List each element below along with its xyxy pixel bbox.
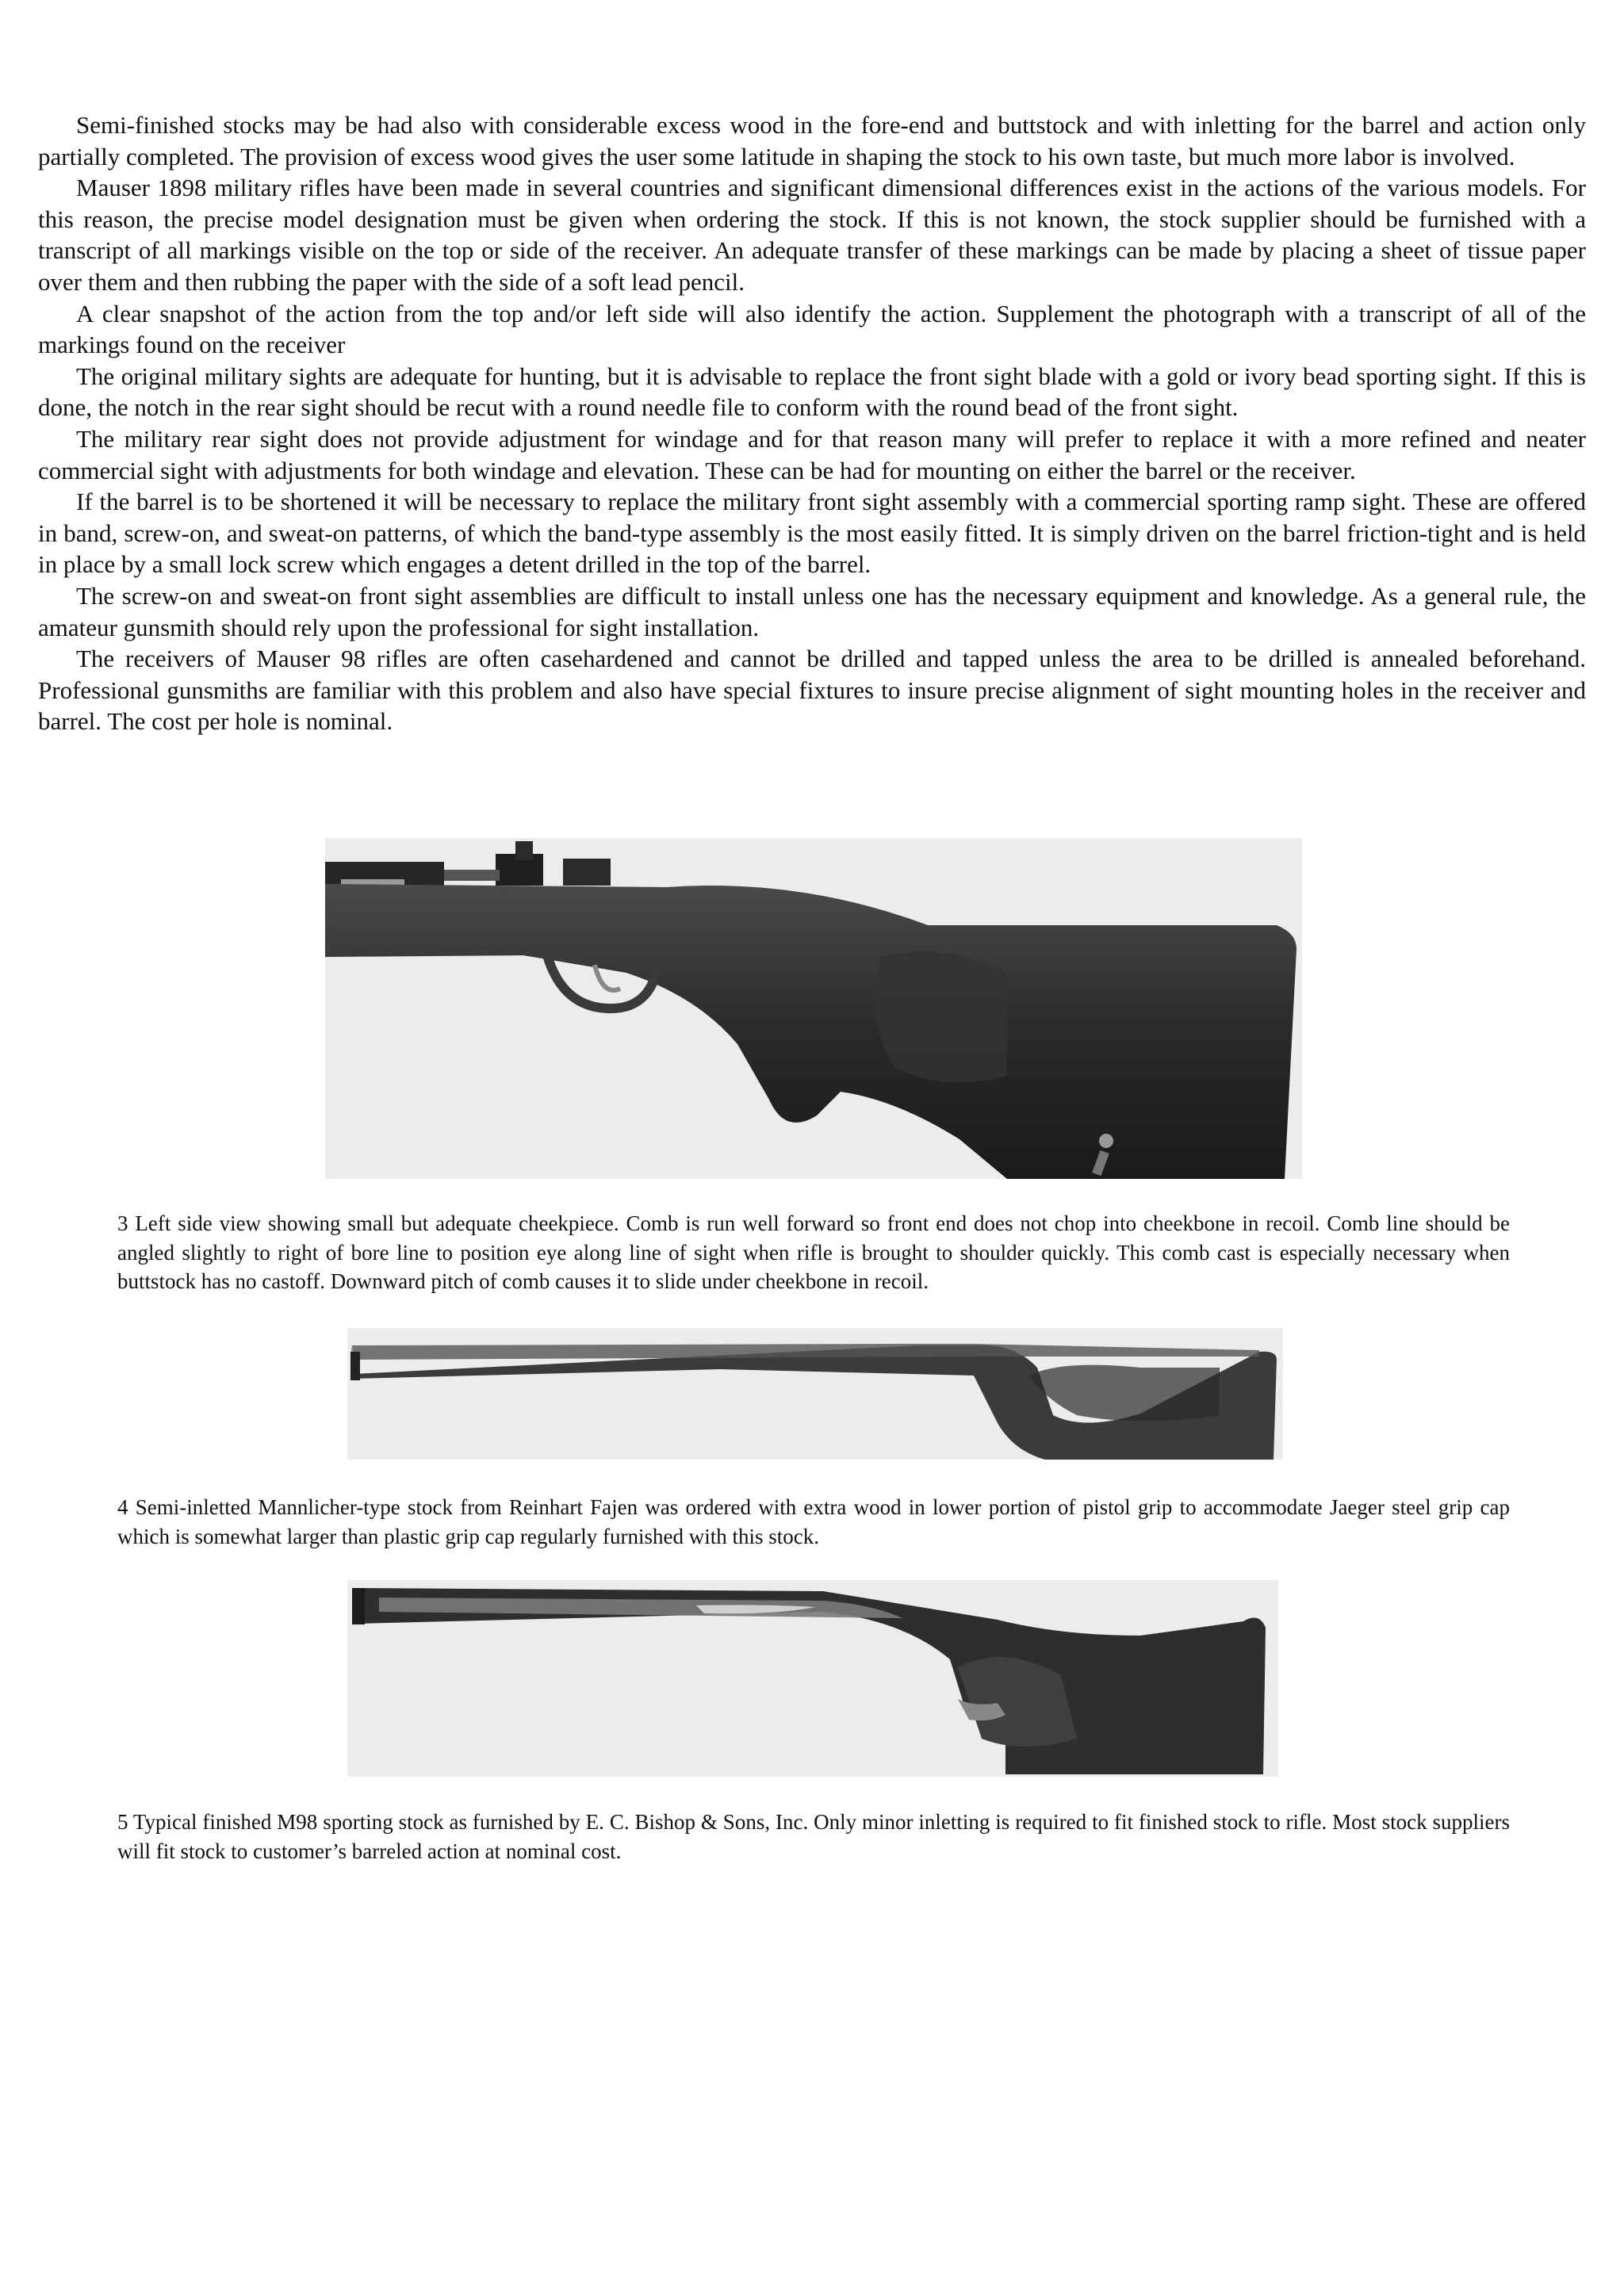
figure-3-caption: [117, 1209, 1510, 1296]
paragraph: The receivers of Mauser 98 rifles are often casehardened and cannot be drilled and tapped unless the area to be drilled is annealed beforehand. Professional gunsmiths are familiar with this problem and also have special fixtures to insure precise alignment of sight mounting holes in the receiver and barrel. The cost per hole is nominal.: [38, 645, 1586, 736]
paragraph: Semi-finished stocks may be had also with considerable excess wood in the fore-end and buttstock and with inletting for the barrel and action only partially completed. The provision of excess wood gives the user some latitude in shaping the stock to his own taste, but much more labor is involved.: [38, 111, 1586, 170]
paragraph: If the barrel is to be shortened it will be necessary to replace the military front sight assembly with a commercial sporting ramp sight. These are offered in band, screw-on, and sweat-on patterns, of which the band-type assembly is the most easily fitted. It is simply driven on the barrel friction-tight and is held in place by a small lock screw which engages a detent drilled in the top of the barrel.: [38, 488, 1586, 579]
figure-4-photo: [347, 1328, 1283, 1460]
paragraph: The original military sights are adequate for hunting, but it is advisable to replace the front sight blade with a gold or ivory bead sporting sight. If this is done, the notch in the rear sight should be recut with a round needle file to conform with the round bead of the front sight.: [38, 362, 1586, 422]
figure-3-photo: [325, 838, 1302, 1179]
paragraph: Mauser 1898 military rifles have been made in several countries and significant dimensional differences exist in the actions of the various models. For this reason, the precise model designation must be given when ordering the stock. If this is not known, the stock supplier should be furnished with a transcript of all markings visible on the top or side of the receiver. An adequate transfer of these markings can be made by placing a sheet of tissue paper over them and then rubbing the paper with the side of a soft lead pencil.: [38, 174, 1586, 296]
figure-5-caption: [117, 1808, 1510, 1866]
finished-sporting-stock-image: [347, 1580, 1278, 1777]
rifle-stock-left-view-image: [325, 838, 1302, 1179]
caption-text: 3 Left side view showing small but adequate cheekpiece. Comb is run well forward so front end does not chop into cheekbone in recoil. Comb line should be angled slightly to right of bore line to position eye along line of sight when rifle is brought to shoulder quickly. This comb cast is especially necessary when buttstock has no castoff. Downward pitch of comb causes it to slide under cheekbone in recoil.: [117, 1211, 1510, 1293]
figure-5-photo: [347, 1580, 1278, 1777]
caption-text: 5 Typical finished M98 sporting stock as furnished by E. C. Bishop & Sons, Inc. Only minor inletting is required to fit finished stock to rifle. Most stock suppliers will fit stock to customer’s barreled action at nominal cost.: [117, 1810, 1510, 1863]
paragraph: A clear snapshot of the action from the top and/or left side will also identify the action. Supplement the photograph with a transcript of all of the markings found on the receiver: [38, 299, 1586, 359]
paragraph: The military rear sight does not provide adjustment for windage and for that reason many will prefer to replace it with a more refined and neater commercial sight with adjustments for both windage and elevation. These can be had for mounting on either the barrel or the receiver.: [38, 424, 1586, 484]
body-text: [38, 109, 1586, 737]
caption-text: 4 Semi-inletted Mannlicher-type stock from Reinhart Fajen was ordered with extra wood in lower portion of pistol grip to accommodate Jaeger steel grip cap which is somewhat larger than plastic grip cap regularly furnished with this stock.: [117, 1495, 1510, 1548]
figure-4-caption: [117, 1493, 1510, 1551]
mannlicher-stock-image: [347, 1328, 1283, 1460]
paragraph: The screw-on and sweat-on front sight assemblies are difficult to install unless one has the necessary equipment and knowledge. As a general rule, the amateur gunsmith should rely upon the professional for sight installation.: [38, 581, 1586, 641]
